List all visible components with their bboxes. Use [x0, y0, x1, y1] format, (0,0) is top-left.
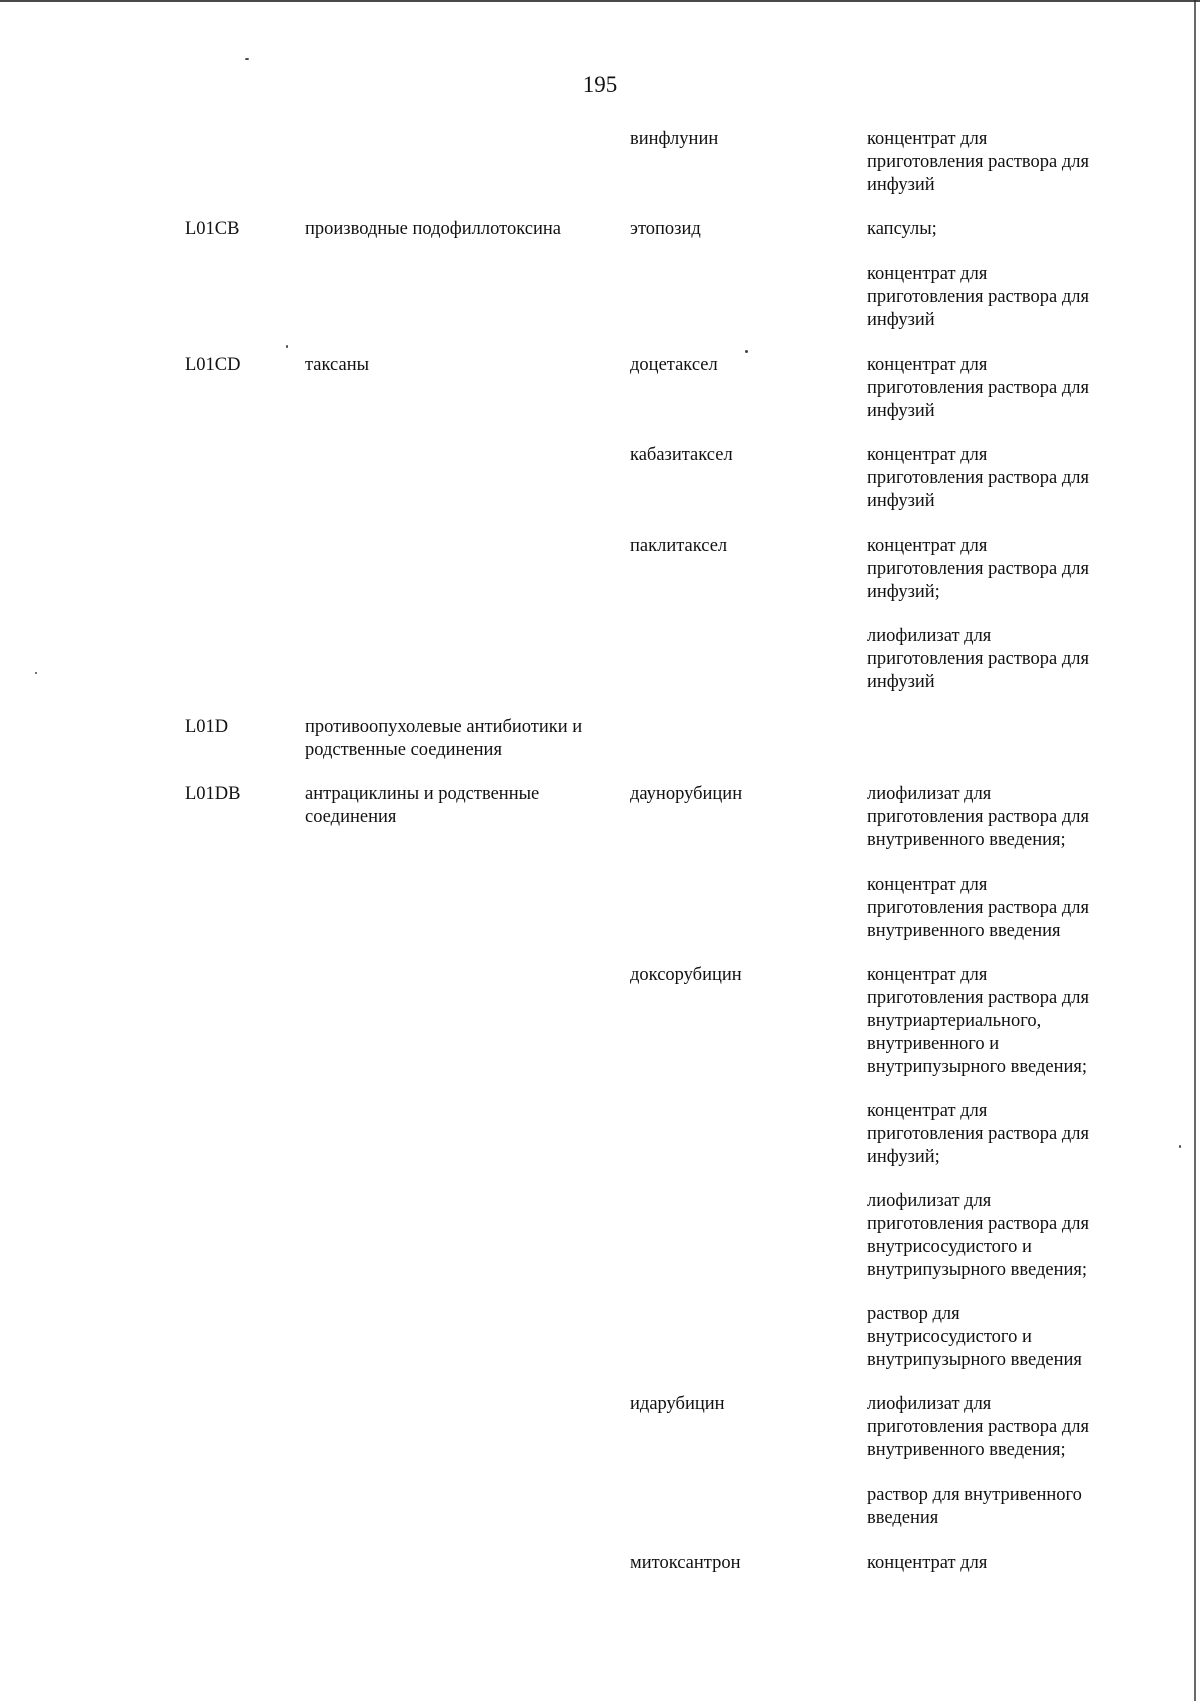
scan-border-right	[1194, 0, 1196, 1701]
group-name: антрациклины и родственные соединения	[305, 784, 540, 827]
drug-name: паклитаксел	[630, 536, 728, 556]
dosage-forms: лиофилизат для приготовления раствора для инфузий	[867, 626, 1089, 692]
group-name: таксаны	[305, 355, 370, 375]
dosage-forms: лиофилизат для приготовления раствора для внутрисосудистого и внутрипузырного введения;	[867, 1191, 1089, 1280]
drug-name: этопозид	[630, 219, 701, 239]
dosage-forms: лиофилизат для приготовления раствора для внутривенного введения;	[867, 1394, 1089, 1460]
group-name: противоопухолевые антибиотики и родственные соединения	[305, 717, 583, 760]
drug-name: идарубицин	[630, 1394, 725, 1414]
dosage-forms: концентрат для приготовления раствора для внутривенного введения	[867, 875, 1089, 941]
dosage-forms: концентрат для приготовления раствора для инфузий;	[867, 536, 1089, 602]
scan-speck	[286, 345, 288, 348]
scan-speck	[35, 672, 37, 674]
dosage-forms: концентрат для приготовления раствора для инфузий	[867, 445, 1089, 511]
dosage-forms: концентрат для приготовления раствора для инфузий	[867, 355, 1089, 421]
drug-name: кабазитаксел	[630, 445, 733, 465]
dosage-forms: лиофилизат для приготовления раствора для внутривенного введения;	[867, 784, 1089, 850]
scan-speck	[245, 58, 249, 60]
drug-name: доксорубицин	[630, 965, 742, 985]
atc-code: L01CB	[185, 219, 240, 239]
dosage-forms: концентрат для приготовления раствора для инфузий	[867, 264, 1089, 330]
drug-name: даунорубицин	[630, 784, 743, 804]
dosage-forms: концентрат для приготовления раствора для инфузий	[867, 129, 1089, 195]
dosage-forms: концентрат для	[867, 1553, 988, 1573]
scan-speck	[1179, 1145, 1181, 1148]
scan-border-top	[0, 0, 1200, 2]
dosage-forms: капсулы;	[867, 219, 937, 239]
atc-code: L01DB	[185, 784, 241, 804]
page-number: 195	[582, 72, 618, 97]
group-name: производные подофиллотоксина	[305, 219, 561, 239]
drug-name: доцетаксел	[630, 355, 718, 375]
atc-code: L01D	[185, 717, 229, 737]
dosage-forms: раствор для внутрисосудистого и внутрипузырного введения	[867, 1304, 1082, 1370]
dosage-forms: концентрат для приготовления раствора для инфузий;	[867, 1101, 1089, 1167]
dosage-forms: раствор для внутривенного введения	[867, 1485, 1082, 1528]
atc-code: L01CD	[185, 355, 241, 375]
dosage-forms: концентрат для приготовления раствора для внутриартериального, внутривенного и внутрипузырного введения;	[867, 965, 1089, 1077]
scan-speck	[745, 350, 748, 353]
drug-name: митоксантрон	[630, 1553, 741, 1573]
drug-name: винфлунин	[630, 129, 719, 149]
